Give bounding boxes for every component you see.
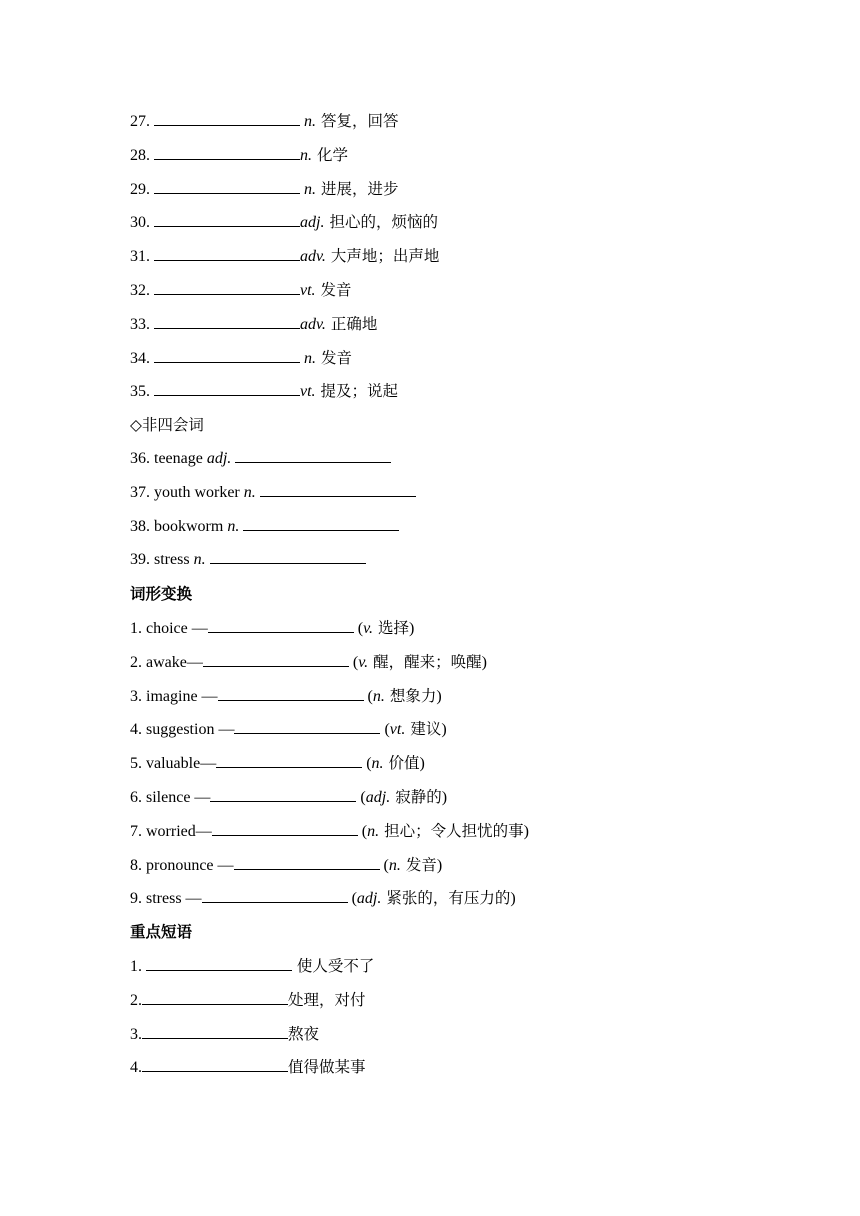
wordform-item-3: 3. imagine — (n. 想象力) [130, 686, 442, 705]
part-of-speech: adj. [356, 890, 382, 908]
phrase-item-1 [130, 953, 810, 987]
word: imagine — [146, 687, 218, 705]
answer-blank[interactable] [154, 349, 300, 363]
answer-blank[interactable] [154, 315, 300, 329]
nonfour-item-39 [130, 547, 810, 581]
item-number: 37. [130, 483, 154, 501]
vocab-item-32 [130, 277, 810, 311]
meaning: 想象力 [389, 686, 437, 705]
worksheet [130, 108, 810, 1088]
answer-blank[interactable] [154, 382, 300, 396]
meaning: 大声地；出声地 [330, 247, 440, 266]
answer-blank[interactable] [218, 687, 364, 701]
item-number: 29. [130, 180, 154, 198]
meaning: 提及；说起 [320, 382, 399, 401]
answer-blank[interactable] [203, 653, 349, 667]
wordform-item-7: 7. worried— (n. 担心；令人担忧的事) [130, 821, 529, 840]
meaning: 正确地 [330, 314, 378, 333]
item-number: 8. [130, 856, 146, 874]
answer-blank[interactable] [208, 619, 354, 633]
word: pronounce — [146, 856, 234, 874]
section-heading-wordform: 词形变换 [130, 585, 193, 604]
phrase-item-2 [130, 987, 810, 1021]
item-number: 1. [130, 957, 146, 975]
item-number: 2. [130, 653, 146, 671]
item-number: 4. [130, 721, 146, 739]
meaning: 担心的，烦恼的 [329, 213, 438, 232]
item-number: 32. [130, 281, 154, 299]
meaning: 处理，对付 [288, 990, 366, 1009]
part-of-speech: n. [371, 755, 384, 773]
part-of-speech: n. [304, 180, 316, 198]
answer-blank[interactable] [216, 754, 362, 768]
vocab-item-28 [130, 142, 810, 176]
vocab-item-34 [130, 345, 810, 379]
meaning: 化学 [317, 145, 349, 164]
item-number: 3. [130, 1025, 142, 1043]
word: worried— [146, 822, 212, 840]
word: suggestion — [146, 721, 235, 739]
answer-blank[interactable] [210, 788, 356, 802]
answer-blank[interactable] [234, 856, 380, 870]
part-of-speech: adv. [300, 248, 326, 266]
item-number: 38. [130, 517, 154, 535]
phrase-item-4 [130, 1054, 810, 1088]
item-number: 7. [130, 822, 146, 840]
meaning: 发音 [405, 855, 437, 874]
part-of-speech: n. [193, 551, 206, 569]
answer-blank[interactable] [154, 180, 300, 194]
meaning: 发音 [321, 348, 353, 367]
wordform-item-2: 2. awake— (v. 醒，醒来；唤醒) [130, 652, 487, 671]
answer-blank[interactable] [142, 1025, 288, 1039]
meaning: 担心；令人担忧的事 [384, 821, 524, 840]
item-number: 30. [130, 214, 154, 232]
vocab-item-27 [130, 108, 810, 142]
part-of-speech: vt. [300, 281, 316, 299]
answer-blank[interactable] [154, 281, 300, 295]
item-number: 5. [130, 755, 146, 773]
answer-blank[interactable] [243, 517, 399, 531]
vocab-item-30 [130, 209, 810, 243]
item-number: 36. [130, 449, 154, 467]
word: awake— [146, 653, 203, 671]
item-number: 4. [130, 1059, 142, 1077]
meaning: 答复，回答 [321, 112, 399, 130]
item-number: 34. [130, 349, 154, 367]
item-number: 2. [130, 991, 142, 1009]
item-number: 3. [130, 687, 146, 705]
meaning: 进展，进步 [321, 179, 399, 198]
answer-blank[interactable] [260, 483, 416, 497]
item-number: 39. [130, 551, 154, 569]
part-of-speech: n. [243, 483, 256, 501]
word: stress — [146, 890, 202, 908]
meaning: 使人受不了 [292, 956, 375, 975]
answer-blank[interactable] [146, 957, 292, 971]
meaning: 值得做某事 [288, 1058, 366, 1077]
vocab-item-31 [130, 243, 810, 277]
answer-blank[interactable] [202, 889, 348, 903]
phrase-item-3 [130, 1021, 810, 1055]
wordform-item-8: 8. pronounce — (n. 发音) [130, 855, 443, 874]
part-of-speech: n. [367, 822, 380, 840]
word: teenage [154, 449, 207, 467]
item-number: 6. [130, 788, 146, 806]
word: silence — [146, 788, 211, 806]
meaning: 发音 [320, 280, 352, 299]
item-number: 1. [130, 619, 146, 637]
part-of-speech: v. [363, 619, 373, 637]
nonfour-item-38 [130, 514, 810, 548]
meaning: 醒，醒来；唤醒 [373, 652, 482, 671]
meaning: 寂静的 [395, 787, 442, 806]
meaning: 熬夜 [288, 1024, 320, 1043]
item-number: 35. [130, 383, 154, 401]
answer-blank[interactable] [142, 1058, 288, 1072]
word: stress [154, 551, 194, 569]
part-of-speech: adj. [206, 449, 232, 467]
section-heading-phrases: 重点短语 [130, 923, 193, 942]
wordform-item-1: 1. choice — (v. 选择) [130, 618, 415, 637]
nonfour-item-36 [130, 446, 810, 480]
part-of-speech: adj. [365, 788, 391, 806]
meaning: 紧张的，有压力的 [386, 889, 511, 908]
part-of-speech: v. [358, 653, 369, 671]
part-of-speech: adj. [300, 214, 325, 232]
part-of-speech: vt. [389, 721, 406, 739]
meaning: 选择 [378, 618, 410, 637]
part-of-speech: n. [304, 349, 316, 367]
wordform-item-6: 6. silence — (adj. 寂静的) [130, 787, 448, 806]
wordform-item-9: 9. stress — (adj. 紧张的，有压力的) [130, 889, 516, 908]
answer-blank[interactable] [234, 720, 380, 734]
part-of-speech: n. [372, 687, 385, 705]
vocab-item-29 [130, 176, 810, 210]
part-of-speech: n. [300, 146, 312, 164]
part-of-speech: n. [304, 113, 316, 130]
answer-blank[interactable] [142, 991, 288, 1005]
meaning: 价值 [388, 754, 420, 773]
part-of-speech: adv. [300, 315, 326, 333]
answer-blank[interactable] [154, 213, 300, 227]
answer-blank[interactable] [210, 550, 366, 564]
word: choice — [146, 619, 208, 637]
wordform-item-4: 4. suggestion — (vt. 建议) [130, 720, 447, 739]
item-number: 31. [130, 248, 154, 266]
word: bookworm [154, 517, 228, 535]
item-number: 33. [130, 315, 154, 333]
wordform-item-5: 5. valuable— (n. 价值) [130, 754, 425, 773]
vocab-item-35 [130, 378, 810, 412]
answer-blank[interactable] [154, 112, 300, 126]
word: youth worker [154, 483, 244, 501]
nonfour-item-37 [130, 480, 810, 514]
meaning: 建议 [410, 720, 442, 739]
answer-blank[interactable] [154, 247, 300, 261]
answer-blank[interactable] [154, 146, 300, 160]
answer-blank[interactable] [235, 449, 391, 463]
item-number: 9. [130, 890, 146, 908]
part-of-speech: n. [388, 856, 401, 874]
part-of-speech: vt. [300, 383, 316, 401]
part-of-speech: n. [227, 517, 240, 535]
section-heading-nonfour: ◇非四会词 [130, 416, 204, 435]
word: valuable— [146, 755, 217, 773]
item-number: 28. [130, 146, 154, 164]
vocab-item-33 [130, 311, 810, 345]
item-number: 27. [130, 113, 154, 130]
answer-blank[interactable] [212, 822, 358, 836]
